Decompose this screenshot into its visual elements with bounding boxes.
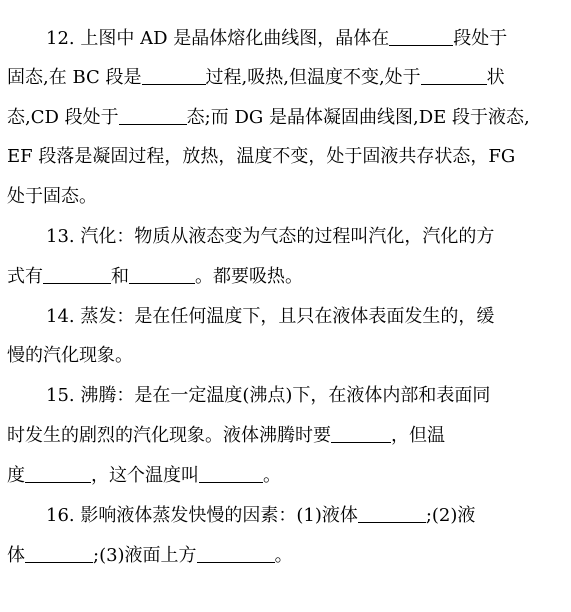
text-segment: 。都要吸热。 [195,266,303,287]
item-13-line-2 [0,257,571,297]
fill-blank[interactable] [197,540,275,563]
text-segment: 状 [486,67,505,88]
text-segment: ;(2)液 [425,505,476,526]
text-segment: 过程,吸热,但温度不变,处于 [205,67,421,88]
text-segment: 。 [263,465,281,486]
fill-blank[interactable] [43,261,111,284]
fill-blank[interactable] [331,420,391,443]
item-15-line-2 [0,416,571,456]
text-segment: 。 [274,545,293,566]
text-segment: 和 [111,266,129,287]
item-14-line-1 [0,297,571,337]
item-12-line-3 [0,98,571,138]
text-segment: EF 段落是凝固过程，放热，温度不变，处于固液共存状态，FG [7,146,516,167]
item-12-line-2 [0,58,571,98]
fill-blank[interactable] [358,500,426,523]
item-16-line-2 [0,536,571,576]
item-13-line-1 [0,217,571,257]
text-segment: 13. 汽化：物质从液态变为气态的过程叫汽化，汽化的方 [46,226,495,247]
item-15-line-3 [0,456,571,496]
item-14-line-2 [0,336,571,376]
fill-blank[interactable] [119,102,187,125]
text-segment: ，这个温度叫 [91,465,199,486]
text-segment: 慢的汽化现象。 [7,345,133,366]
text-segment: 度 [7,465,25,486]
text-segment: 12. 上图中 AD 是晶体熔化曲线图，晶体在 [46,28,390,49]
text-segment: 态,CD 段处于 [7,107,119,128]
item-15-line-1 [0,376,571,416]
fill-blank[interactable] [142,62,206,85]
text-segment: 固态,在 BC 段是 [7,67,142,88]
text-segment: 时发生的剧烈的汽化现象。液体沸腾时要 [7,425,331,446]
item-12-line-4 [0,137,571,177]
item-16-line-1 [0,496,571,536]
text-segment: 16. 影响液体蒸发快慢的因素：(1)液体 [46,505,358,526]
text-segment: ，但温 [391,425,445,446]
fill-blank[interactable] [389,23,453,46]
text-segment: 14. 蒸发：是在任何温度下，且只在液体表面发生的，缓 [46,306,495,327]
fill-blank[interactable] [421,62,487,85]
text-segment: 段处于 [453,28,508,49]
text-segment: 体 [7,545,25,566]
text-segment: 式有 [7,266,43,287]
text-segment: 态;而 DG 是晶体凝固曲线图,DE 段于液态, [186,107,530,128]
fill-blank[interactable] [129,261,195,284]
item-12-line-1 [0,19,571,59]
item-12-line-5 [0,177,571,217]
text-segment: 处于固态。 [7,186,97,207]
text-segment: 15. 沸腾：是在一定温度(沸点)下，在液体内部和表面同 [46,385,491,406]
fill-blank[interactable] [199,460,263,483]
fill-blank[interactable] [25,460,91,483]
fill-blank[interactable] [25,540,93,563]
text-segment: ;(3)液面上方 [93,545,197,566]
